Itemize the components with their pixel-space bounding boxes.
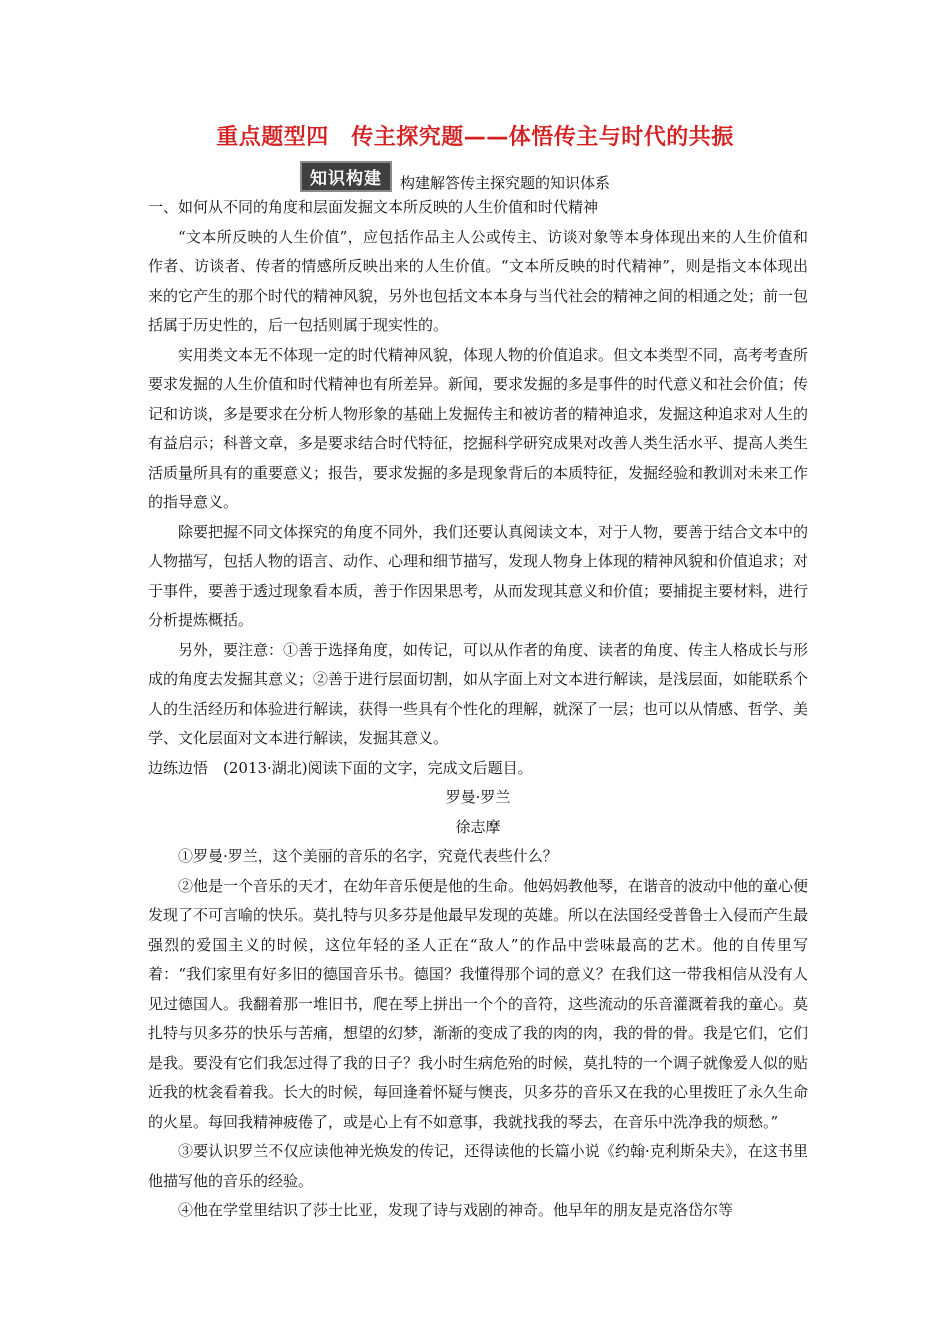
article-author: 徐志摩	[455, 817, 501, 836]
article-paragraph: ①罗曼·罗兰，这个美丽的音乐的名字，究竟代表些什么？	[178, 847, 558, 865]
paragraph: “文本所反映的人生价值”，应包括作品主人公或传主、访谈对象等本身体现出来的人生价值和作者、访谈者、传者的情感所反映出来的人生价值。“文本所反映的时代精神”，则是指文本体现出来的它产生的那个时代的精神风貌，另外也包括文本本身与当代社会的精神之间的相通之处；前一包括属于历史性的，后一包括则属于现实性的。	[148, 227, 809, 334]
exercise-intro: 边练边悟 (2013·湖北)阅读下面的文字，完成文后题目。	[148, 758, 533, 777]
badge-caption: 构建解答传主探究题的知识体系	[400, 174, 611, 192]
knowledge-badge: 知识构建	[300, 161, 392, 192]
paragraph: 另外，要注意：①善于选择角度，如传记，可以从作者的角度、读者的角度、传主人格成长与形成的角度去发掘其意义；②善于进行层面切割，如从字面上对文本进行解读，是浅层面，如能联系个人的生活经历和体验进行解读，获得一些具有个性化的理解，就深了一层；也可以从情感、哲学、美学、文化层面对文本进行解读，发掘其意义。	[148, 640, 809, 747]
section-badge-row	[300, 160, 610, 193]
paragraph: 除要把握不同文体探究的角度不同外，我们还要认真阅读文本，对于人物，要善于结合文本中的人物描写，包括人物的语言、动作、心理和细节描写，发现人物身上体现的精神风貌和价值追求；对于事件，要善于透过现象看本质，善于作因果思考，从而发现其意义和价值；要捕捉主要材料，进行分析提炼概括。	[148, 522, 809, 629]
article-paragraph: ③要认识罗兰不仅应读他神光焕发的传记，还得读他的长篇小说《约翰·克利斯朵夫》，在这书里他描写他的音乐的经验。	[148, 1142, 808, 1190]
paragraph: 实用类文本无不体现一定的时代精神风貌，体现人物的价值追求。但文本类型不同，高考考查所要求发掘的人生价值和时代精神也有所差异。新闻，要求发掘的多是事件的时代意义和社会价值；传记和访谈，多是要求在分析人物形象的基础上发掘传主和被访者的精神追求，发掘这种追求对人生的有益启示；科普文章，多是要求结合时代特征，挖掘科学研究成果对改善人类生活水平、提高人类生活质量所具有的重要意义；报告，要求发掘的多是现象背后的本质特征，发掘经验和教训对未来工作的指导意义。	[148, 345, 809, 511]
article-paragraph: ④他在学堂里结识了莎士比亚，发现了诗与戏剧的神奇。他早年的朋友是克洛岱尔等	[178, 1201, 734, 1219]
article-title: 罗曼·罗兰	[445, 788, 511, 806]
document-body	[148, 193, 808, 1226]
page-title: 重点题型四 传主探究题——体悟传主与时代的共振	[216, 125, 734, 150]
section-heading: 一、如何从不同的角度和层面发掘文本所反映的人生价值和时代精神	[148, 198, 599, 216]
article-paragraph: ②他是一个音乐的天才，在幼年音乐便是他的生命。他妈妈教他琴，在谐音的波动中他的童心便发现了不可言喻的快乐。莫扎特与贝多芬是他最早发现的英雄。所以在法国经受普鲁士入侵而产生最强烈的爱国主义的时候，这位年轻的圣人正在“敌人”的作品中尝味最高的艺术。他的自传里写着：“我们家里有好多旧的德国音乐书。德国？我懂得那个词的意义？在我们这一带我相信从没有人见过德国人。我翻着那一堆旧书，爬在琴上拼出一个个的音符，这些流动的乐音灌溉着我的童心。莫扎特与贝多芬的快乐与苦痛，想望的幻梦，渐渐的变成了我的肉的肉，我的骨的骨。我是它们，它们是我。要没有它们我怎过得了我的日子？我小时生病危殆的时候，莫扎特的一个调子就像爱人似的贴近我的枕衾看着我。长大的时候，每回逢着怀疑与懊丧，贝多芬的音乐又在我的心里拨旺了永久生命的火星。每回我精神疲倦了，或是心上有不如意事，我就找我的琴去，在音乐中洗净我的烦愁。”	[148, 876, 809, 1131]
